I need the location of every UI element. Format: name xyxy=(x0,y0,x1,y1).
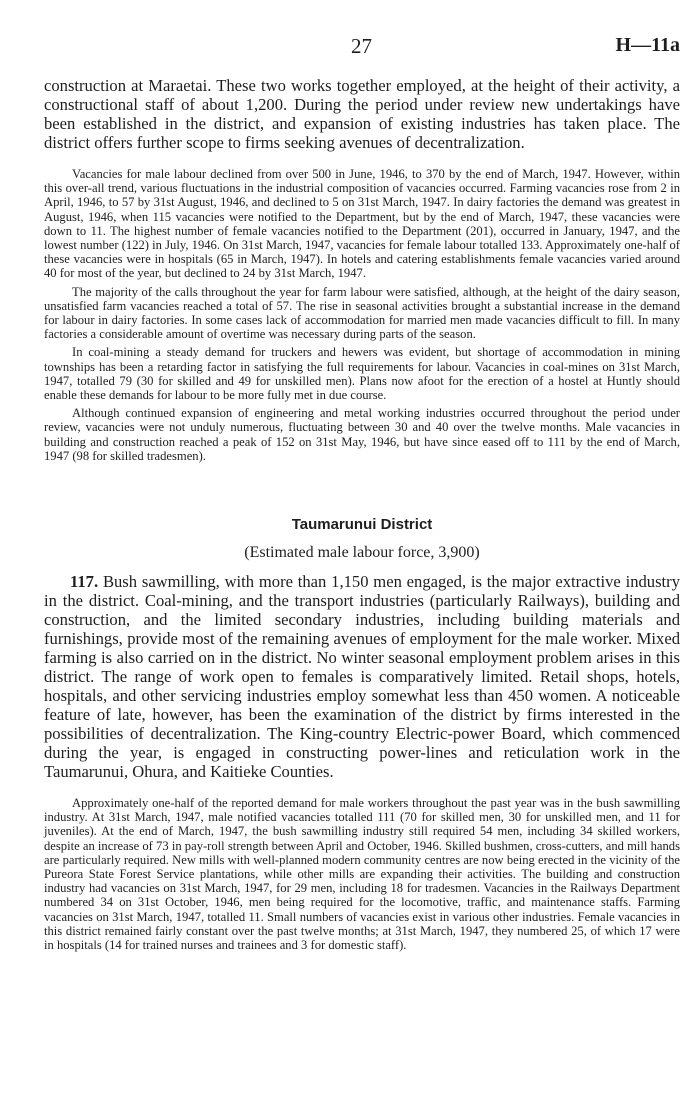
district-subtitle: (Estimated male labour force, 3,900) xyxy=(244,544,480,562)
page-header xyxy=(44,34,680,62)
document-code: H—11a xyxy=(615,34,680,56)
paragraph-117-text: Bush sawmilling, with more than 1,150 men engaged, is the major extractive industry in the district. Coal-mining, and the transport industries (particularly Railways), building and construction, and the limited secondary industries, including building materials and furnishings, provide most of the remaining avenues of employment for the male worker. Mixed farming is also carried on in the district. No winter seasonal employment problem arises in this district. The range of work open to females is comparatively limited. Retail shops, hotels, hospitals, and other servicing industries employ somewhat less than 450 women. A noticeable feature of late, however, has been the examination of the district by firms interested in the possibilities of decentralization. The King-country Electric-power Board, which commenced during the year, is engaged in constructing power-lines and reticulation work in the Taumarunui, Ohura, and Kaitieke Counties. xyxy=(44,572,680,782)
paragraph-engineering: Although continued expansion of engineering and metal working industries occurred throughout the period under review, vacancies were not unduly numerous, fluctuating between 30 and 40 over the twelve months. Male vacancies in building and construction reached a peak of 152 on 31st May, 1946, but have since eased off to 111 by the end of March, 1947 (98 for skilled tradesmen). xyxy=(44,406,680,463)
document-page xyxy=(44,34,680,952)
page-number: 27 xyxy=(351,34,372,58)
intro-paragraph: construction at Maraetai. These two works together employed, at the height of their activity, a constructional staff of about 1,200. During the period under review new undertakings have been established in the district, and expansion of existing industries has taken place. The district offers further scope to firms seeking avenues of decentralization. xyxy=(44,76,680,152)
paragraph-117 xyxy=(44,572,680,781)
paragraph-vacancies: Vacancies for male labour declined from over 500 in June, 1946, to 370 by the end of March, 1947. However, within this over-all trend, various fluctuations in the industrial composition of vacancies occurred. Farming vacancies rose from 2 in April, 1946, to 57 by 31st August, 1946, and declined to 5 on 31st March, 1947. In dairy factories the demand was greatest in August, 1946, when 115 vacancies were notified to the Department, but by the end of March, 1947, these vacancies were down to 11. The highest number of female vacancies notified to the Department (201), occurred in January, 1947, and the lowest number (122) in July, 1946. On 31st March, 1947, vacancies for female labour totalled 133. Approximately one-half of these vacancies were in hospitals (65 in March, 1947). In hotels and catering establishments female vacancies varied around 40 for most of the year, but declined to 24 by 31st March, 1947. xyxy=(44,167,680,281)
district-heading: Taumarunui District xyxy=(291,516,433,534)
paragraph-farm-labour: The majority of the calls throughout the year for farm labour were satisfied, although, at the height of the dairy season, unsatisfied farm vacancies reached a total of 57. The rise in seasonal activities brought a substantial increase in the demand for labour in dairy factories. In some cases lack of accommodation for married men made vacancies difficult to fill. In many factories a considerable amount of overtime was necessary during parts of the season. xyxy=(44,284,680,342)
paragraph-taumarunui-demand: Approximately one-half of the reported demand for male workers throughout the past year was in the bush sawmilling industry. At 31st March, 1947, male notified vacancies totalled 111 (70 for skilled men, 30 for unskilled men, and 11 for juveniles). At the end of March, 1947, the bush sawmilling industry still required 54 men, including 34 skilled workers, despite an increase of 73 in pay-roll strength between April and October, 1946. Skilled bushmen, cross-cutters, and mill hands are particularly required. New mills with well-planned modern community centres are now being erected in the vicinity of the Pureora State Forest Service plantations, while other mills are expanding their activities. The building and construction industry had vacancies on 31st March, 1947, for 29 men, including 18 for tradesmen. Vacancies in the Railways Department numbered 34 on 31st October, 1946, men being required for the locomotive, traffic, and maintenance staffs. Farming vacancies on 31st March, 1947, totalled 11. Small numbers of vacancies exist in various other industries. Female vacancies in this district remained fairly constant over the past twelve months; at 31st March, 1947, they numbered 25, of which 17 were in hospitals (14 for trained nurses and trainees and 3 for domestic staff). xyxy=(44,796,680,953)
paragraph-coal-mining: In coal-mining a steady demand for truckers and hewers was evident, but shortage of accommodation in mining townships has been a retarding factor in satisfying the full requirements for labour. Vacancies in coal-mines on 31st March, 1947, totalled 79 (30 for skilled and 49 for unskilled men). Plans now afoot for the erection of a hostel at Huntly should enable these demands for labour to be more fully met in due course. xyxy=(44,345,680,403)
paragraph-number: 117. xyxy=(70,572,99,592)
